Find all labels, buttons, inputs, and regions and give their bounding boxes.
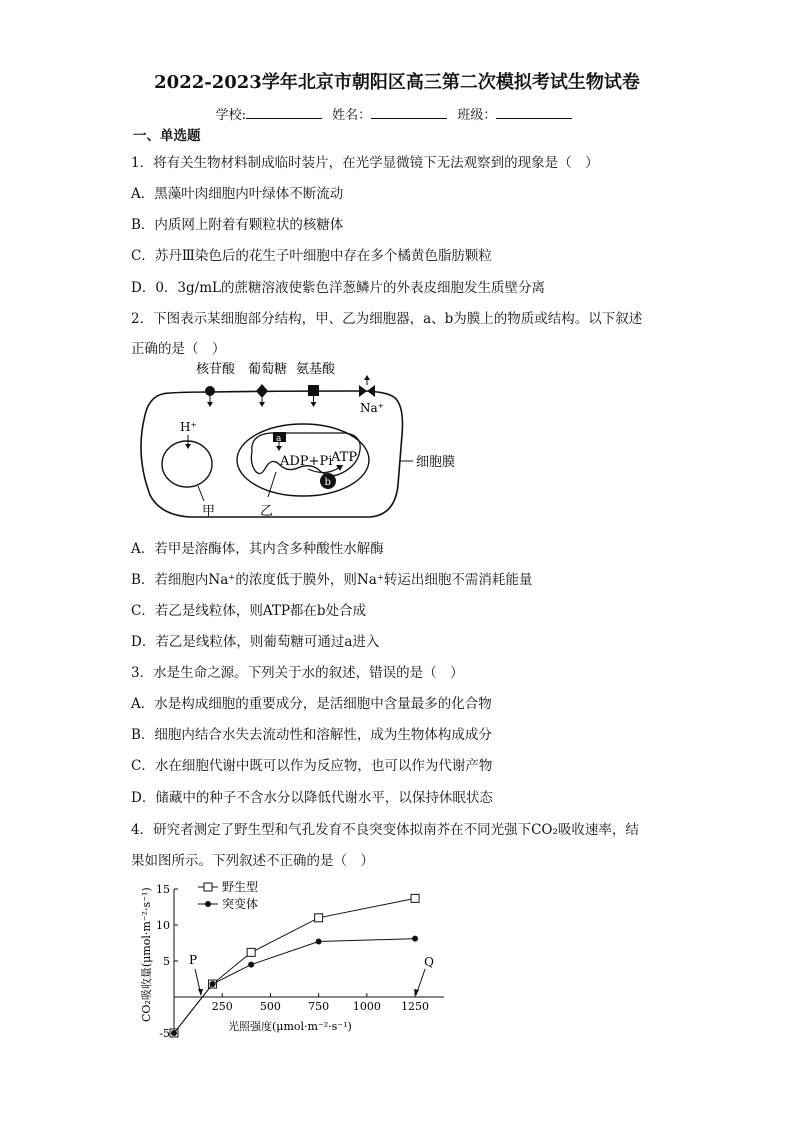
x-tick-label: 1000 [352,1000,381,1013]
membrane-label: 细胞膜 [416,455,456,470]
x-axis-label: 光照强度(μmol·m⁻²·s⁻¹) [228,1020,352,1033]
q2-stem-line2: 正确的是（ ） [131,341,226,357]
legend-label: 突变体 [222,897,259,911]
data-point-mutant [171,1030,177,1036]
q1-option-d: D．0．3g/mL的蔗糖溶液使紫色洋葱鳞片的外表皮细胞发生质壁分离 [131,280,545,296]
q3-option-a: A．水是构成细胞的重要成分，是活细胞中含量最多的化合物 [131,696,492,712]
data-point-mutant [412,936,418,942]
class-blank[interactable] [496,106,572,119]
data-point-mutant [248,962,254,968]
b-label: b [324,477,331,488]
nucleotide-carrier-icon [205,386,215,396]
q4-stem-line1: 4．研究者测定了野生型和气孔发育不良突变体拟南芥在不同光强下CO₂吸收速率，结 [131,822,639,838]
q1-stem: 1．将有关生物材料制成临时装片，在光学显微镜下无法观察到的现象是（ ） [131,155,599,171]
school-label: 学校: [215,108,247,123]
nucleotide-label: 核苷酸 [196,362,236,377]
q2-option-d: D．若乙是线粒体，则葡萄糖可通过a进入 [131,634,380,650]
atp-label: ATP [331,450,358,465]
name-label: 姓名： [332,108,372,123]
page-title: 2022-2023学年北京市朝阳区高三第二次模拟考试生物试卷 [154,72,640,93]
amino-acid-label: 氨基酸 [296,362,336,377]
glucose-carrier-icon [256,384,268,398]
y-tick-label: 15 [156,883,170,896]
co2-chart [130,872,460,1047]
q3-option-c: C．水在细胞代谢中既可以作为反应物，也可以作为代谢产物 [131,758,493,774]
q4-stem-line2: 果如图所示。下列叙述不正确的是（ ） [131,853,374,869]
q2-stem-line1: 2．下图表示某细胞部分结构，甲、乙为细胞器，a、b为膜上的物质或结构。以下叙述 [131,311,643,327]
class-label: 班级： [457,108,497,123]
cell-diagram [130,355,480,525]
organelle-jia [162,441,212,487]
legend-label: 野生型 [222,880,259,894]
x-tick-label: 500 [259,1000,281,1013]
student-info [0,104,794,123]
q1-option-b: B．内质网上附着有颗粒状的核糖体 [131,217,344,233]
q1-option-a: A．黑藻叶肉细胞内叶绿体不断流动 [131,186,344,202]
y-axis-label: CO₂吸收量(μmol·m⁻²·s⁻¹) [140,887,153,1022]
data-point-wild [315,914,323,922]
school-blank[interactable] [246,106,322,119]
y-tick-label: 5 [163,955,170,968]
data-point-mutant [210,981,216,987]
jia-label: 甲 [202,504,216,519]
yi-label: 乙 [260,504,274,519]
data-point-mutant [316,939,322,945]
y-tick-label: 10 [156,919,170,932]
q2-option-b: B．若细胞内Na⁺的浓度低于膜外，则Na⁺转运出细胞不需消耗能量 [131,572,533,588]
p-label: P [189,953,198,967]
x-tick-label: 250 [211,1000,233,1013]
amino-acid-carrier-icon [308,385,319,396]
y-tick-label: -5 [159,1027,170,1040]
legend-marker-wild [204,883,212,891]
glucose-label: 葡萄糖 [248,362,288,377]
data-point-wild [411,894,419,902]
q3-option-b: B．细胞内结合水失去流动性和溶解性，成为生物体构成成分 [131,727,492,743]
section-heading: 一、单选题 [133,128,201,144]
h-label: H⁺ [180,420,197,434]
data-point-wild [247,948,255,956]
x-tick-label: 750 [308,1000,330,1013]
a-label: a [276,434,282,444]
q3-stem: 3．水是生命之源。下列关于水的叙述，错误的是（ ） [131,665,464,681]
q1-option-c: C．苏丹Ⅲ染色后的花生子叶细胞中存在多个橘黄色脂肪颗粒 [131,248,492,264]
na-label: Na⁺ [360,401,384,415]
name-blank[interactable] [371,106,447,119]
q3-option-d: D．储藏中的种子不含水分以降低代谢水平，以保持休眠状态 [131,790,493,806]
x-tick-label: 1250 [401,1000,430,1013]
legend-marker-mutant [205,901,211,907]
q2-option-a: A．若甲是溶酶体，其内含多种酸性水解酶 [131,541,384,557]
q2-option-c: C．若乙是线粒体，则ATP都在b处合成 [131,603,367,619]
adp-label: ADP+Pi [280,454,333,469]
na-pump-icon [359,385,375,397]
q-label: Q [424,955,434,969]
